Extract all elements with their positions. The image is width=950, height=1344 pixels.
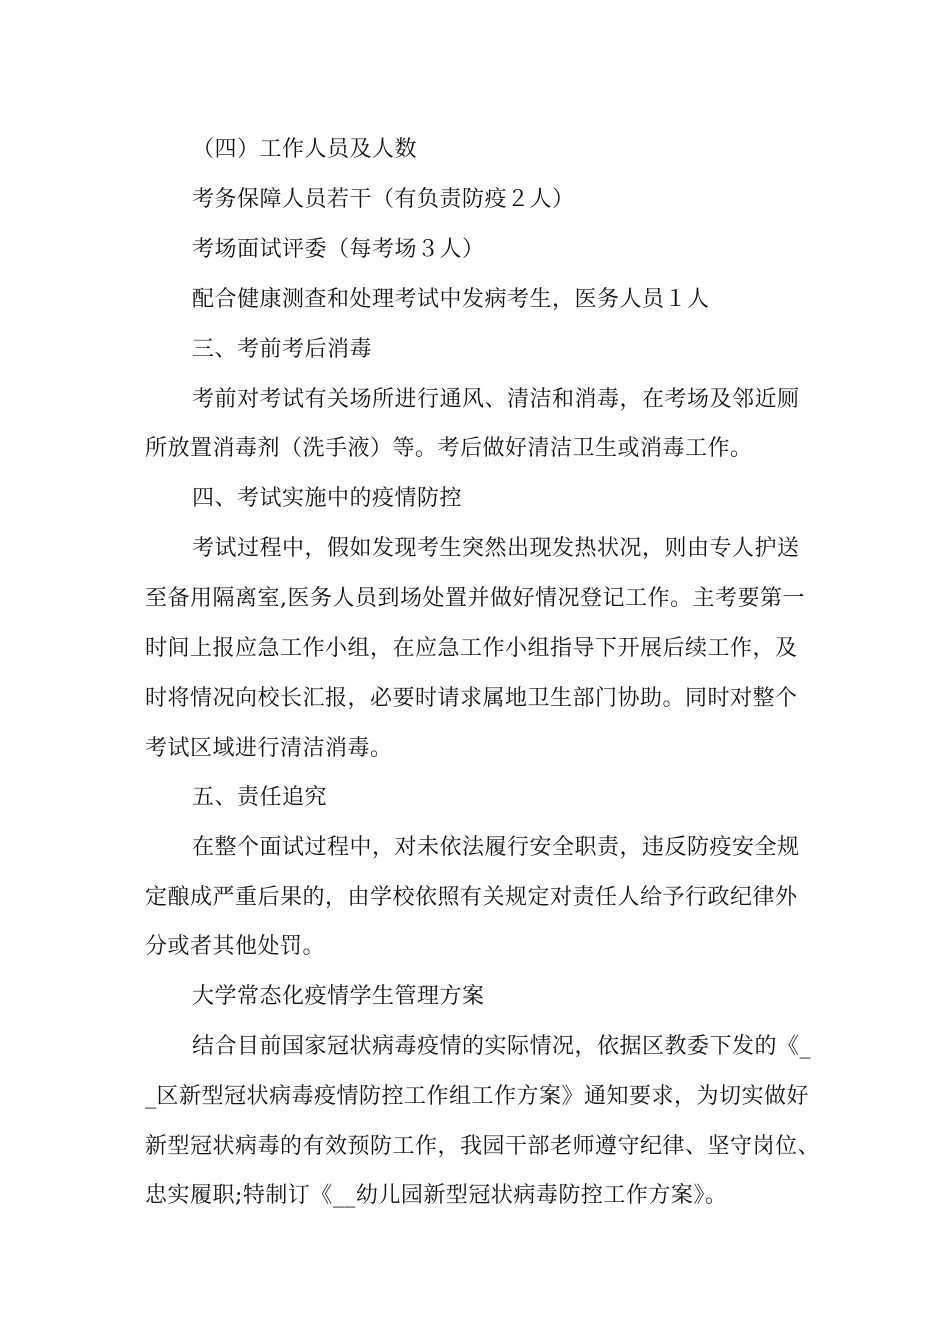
paragraph-line: 忠实履职;特制订《__幼儿园新型冠状病毒防控工作方案》。 (145, 1183, 728, 1208)
paragraph-line: _区新型冠状病毒疫情防控工作组工作方案》通知要求，为切实做好 (145, 1084, 810, 1109)
section-heading: 四、考试实施中的疫情防控 (192, 486, 463, 511)
paragraph-line: 时将情况向校长汇报，必要时请求属地卫生部门协助。同时对整个 (145, 686, 798, 711)
paragraph-line: 配合健康测查和处理考试中发病考生，医务人员１人 (192, 287, 710, 312)
paragraph-line: 在整个面试过程中，对未依法履行安全职责，违反防疫安全规 (192, 835, 800, 860)
paragraph-line: 考前对考试有关场所进行通风、清洁和消毒，在考场及邻近厕 (192, 387, 800, 412)
paragraph-line: 新型冠状病毒的有效预防工作，我园干部老师遵守纪律、坚守岗位、 (145, 1134, 821, 1159)
paragraph-line: 结合目前国家冠状病毒疫情的实际情况，依据区教委下发的《_ (192, 1034, 812, 1059)
paragraph-line: 考务保障人员若干（有负责防疫２人） (192, 187, 575, 212)
paragraph-line: 定酿成严重后果的，由学校依照有关规定对责任人给予行政纪律外 (145, 885, 798, 910)
paragraph-line: 所放置消毒剂（洗手液）等。考后做好清洁卫生或消毒工作。 (145, 436, 753, 461)
document-title: 大学常态化疫情学生管理方案 (192, 984, 485, 1009)
paragraph-line: 考试过程中，假如发现考生突然出现发热状况，则由专人护送 (192, 536, 800, 561)
paragraph-line: 时间上报应急工作小组，在应急工作小组指导下开展后续工作，及 (145, 636, 798, 661)
paragraph-line: 考场面试评委（每考场３人） (192, 237, 485, 262)
paragraph-line: 考试区域进行清洁消毒。 (145, 736, 393, 761)
section-heading: （四）工作人员及人数 (192, 137, 418, 162)
section-heading: 五、责任追究 (192, 785, 328, 810)
paragraph-line: 至备用隔离室,医务人员到场处置并做好情况登记工作。主考要第一 (145, 586, 805, 611)
section-heading: 三、考前考后消毒 (192, 337, 373, 362)
paragraph-line: 分或者其他处罚。 (145, 934, 326, 959)
